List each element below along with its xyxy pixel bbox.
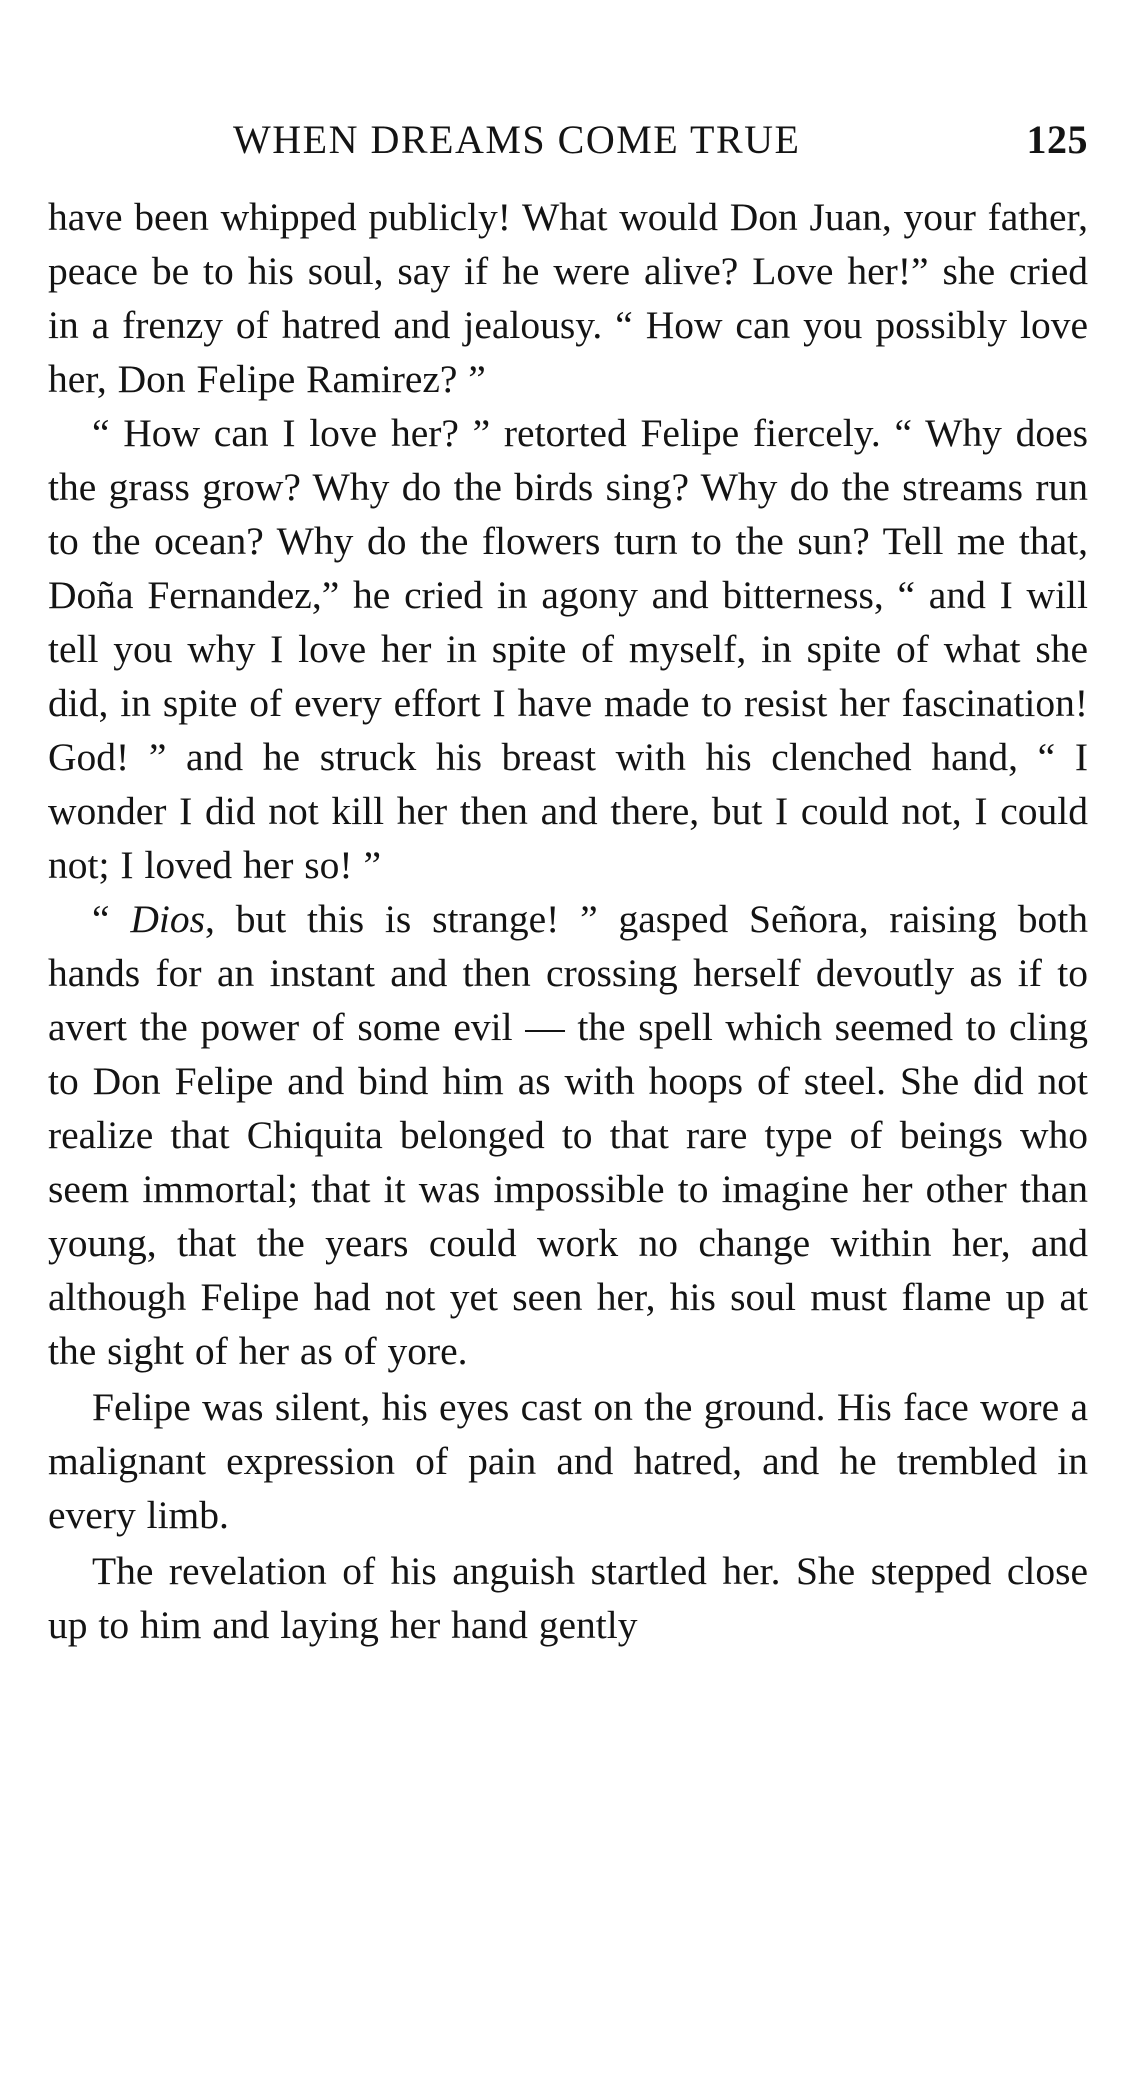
- running-head-title: WHEN DREAMS COME TRUE: [233, 117, 801, 162]
- paragraph-4: Felipe was silent, his eyes cast on the ground. His face wore a malignant expression of pain and hatred, and he trembled in every limb.: [48, 1385, 1088, 1537]
- paragraph-2: “ How can I love her? ” retorted Felipe fiercely. “ Why does the grass grow? Why do the birds sing? Why do the streams run to the ocean? Why do the flowers turn to the sun? Tell me that, Doña Fernandez,” he cried in agony and bitterness, “ and I will tell you why I love her in spite of myself, in spite of what she did, in spite of every effort I have made to resist her fascination! God! ” and he struck his breast with his clenched hand, “ I wonder I did not kill her then and there, but I could not, I could not; I loved her so! ”: [48, 411, 1088, 887]
- paragraph-3-text: , but this is strange! ” gasped Señora, raising both hands for an instant and then crossing herself devoutly as if to avert the power of some evil — the spell which seemed to cling to Don Felipe and bind him as with hoops of steel. She did not realize that Chiquita belonged to that rare type of beings who seem immortal; that it was impossible to imagine her other than young, that the years could work no change within her, and although Felipe had not yet seen her, his soul must flame up at the sight of her as of yore.: [48, 897, 1088, 1373]
- paragraph-3-italic-word: Dios: [130, 897, 205, 941]
- paragraph-3-open-quote: “: [92, 897, 131, 941]
- paragraph-1: have been whipped publicly! What would Don Juan, your father, peace be to his soul, say if he were alive? Love her!” she cried in a frenzy of hatred and jealousy. “ How can you possibly love her, Don Felipe Ramirez? ”: [48, 195, 1088, 401]
- page-number: 125: [1026, 117, 1088, 162]
- running-head: [48, 110, 1088, 170]
- book-page: [48, 110, 1088, 1652]
- paragraph-5: The revelation of his anguish startled her. She stepped close up to him and laying her hand gently: [48, 1549, 1088, 1647]
- paragraph-3: [48, 892, 1088, 1378]
- body-text: [48, 190, 1088, 1652]
